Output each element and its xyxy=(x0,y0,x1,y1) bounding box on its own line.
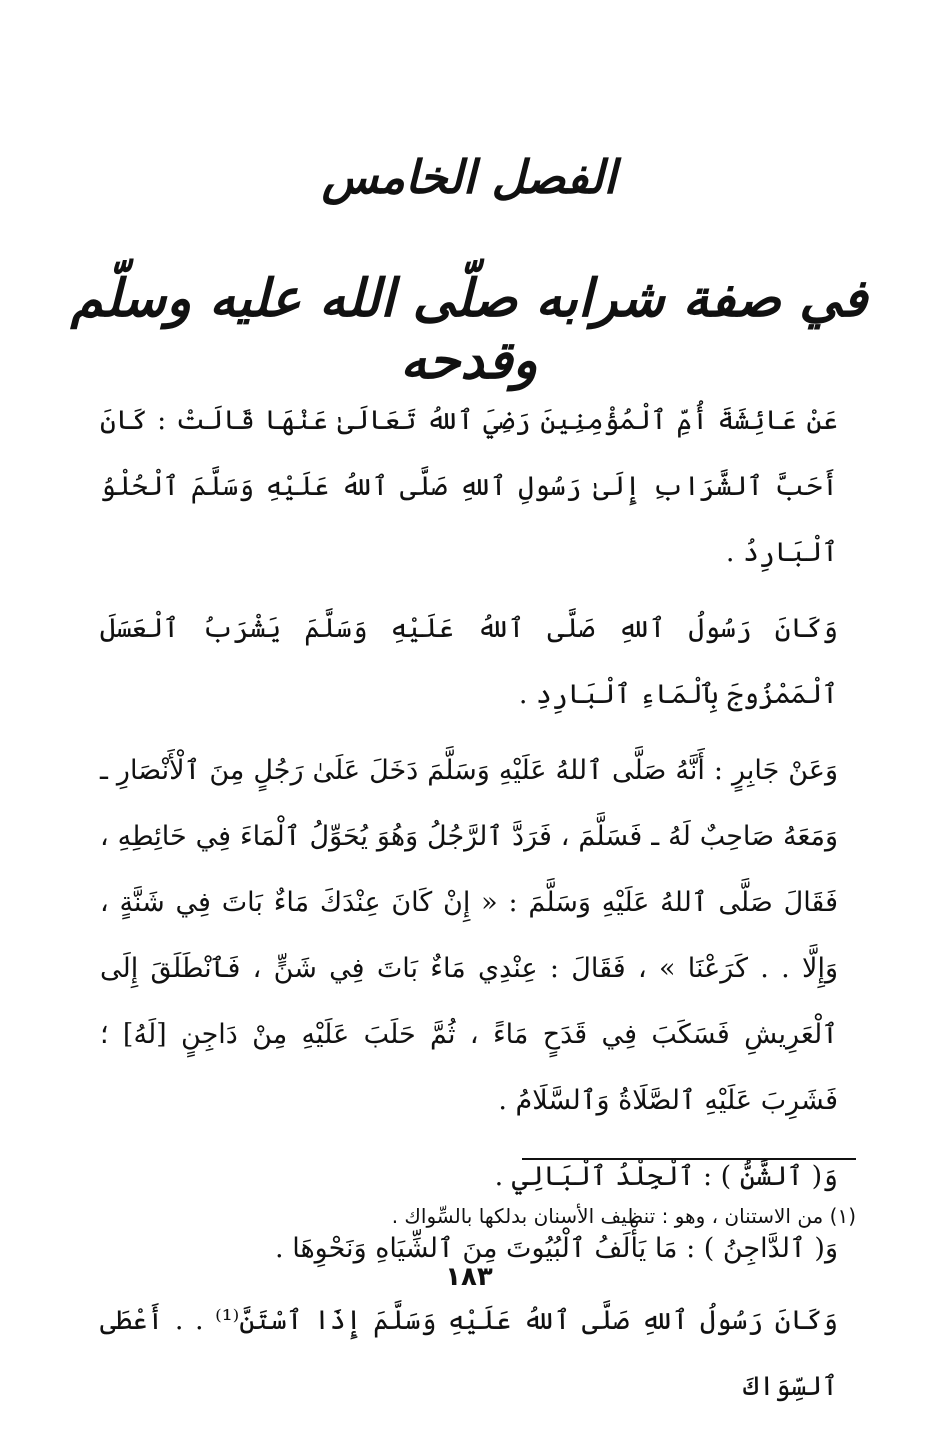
paragraph-jabir-hadith: وَعَنْ جَابِرٍ : أَنَّهُ صَلَّى ٱللهُ عَلَيْهِ وَسَلَّمَ دَخَلَ عَلَىٰ رَجُلٍ مِنَ ٱلْأَنْصَارِ ـ وَمَعَهُ صَاحِبٌ لَهُ ـ فَسَلَّمَ ، فَرَدَّ ٱلرَّجُلُ وَهُوَ يُحَوِّلُ ٱلْمَاءَ فِي حَائِطِهِ ، فَقَالَ صَلَّى ٱللهُ عَلَيْهِ وَسَلَّمَ : « إِنْ كَانَ عِنْدَكَ مَاءٌ بَاتَ فِي شَنَّةٍ ، وَإِلَّا . . كَرَعْنَا » ، فَقَالَ : عِنْدِي مَاءٌ بَاتَ فِي شَنٍّ ، فَٱنْطَلَقَ إِلَى ٱلْعَرِيشِ فَسَكَبَ فِي قَدَحٍ مَاءً ، ثُمَّ حَلَبَ عَلَيْهِ مِنْ دَاجِنٍ [لَهُ] ؛ فَشَرِبَ عَلَيْهِ ٱلصَّلَاةُ وَٱلسَّلَامُ . xyxy=(100,755,838,1116)
chapter-subtitle: في صفة شرابه صلّى الله عليه وسلّم وقدحه xyxy=(70,268,868,392)
paragraph-siwak: وَكَانَ رَسُولُ ٱللهِ صَلَّى ٱللهُ عَلَيْهِ وَسَلَّمَ إِذَا ٱسْتَنَّ⁽¹⁾ . . أَعْطَى ٱلسِّوَاكَ xyxy=(100,1305,839,1402)
page-number: ١٨٣ xyxy=(445,1262,493,1292)
definition-shann: وَ( ٱلشَّنُّ ) : ٱلْجِلْدُ ٱلْبَالِي . xyxy=(494,1161,838,1192)
chapter-title: الفصل الخامس xyxy=(321,150,617,204)
definition-dajin: وَ( ٱلدَّاجِنُ ) : مَا يَأْلَفُ ٱلْبُيُوتَ مِنَ ٱلشِّيَاهِ وَنَحْوِهَا . xyxy=(275,1233,838,1264)
paragraph-honey-water: وَكَانَ رَسُولُ ٱللهِ صَلَّى ٱللهُ عَلَيْهِ وَسَلَّمَ يَشْرَبُ ٱلْعَسَلَ ٱلْمَمْزُوجَ بِٱلْمَاءِ ٱلْبَارِدِ . xyxy=(100,613,838,710)
footnote-divider xyxy=(522,1158,856,1160)
footnote: (١) من الاستنان ، وهو : تنظيف الأسنان بدلكها بالسِّواك . xyxy=(391,1204,856,1228)
paragraph-aisha-hadith: عَنْ عَائِشَةَ أُمِّ ٱلْمُؤْمِنِينَ رَضِيَ ٱللهُ تَعَالَىٰ عَنْهَا قَالَتْ : كَانَ أَحَبَّ ٱلشَّرَابِ إِلَىٰ رَسُولِ ٱللهِ صَلَّى ٱللهُ عَلَيْهِ وَسَلَّمَ ٱلْحُلْوُ ٱلْبَارِدُ . xyxy=(100,405,838,568)
